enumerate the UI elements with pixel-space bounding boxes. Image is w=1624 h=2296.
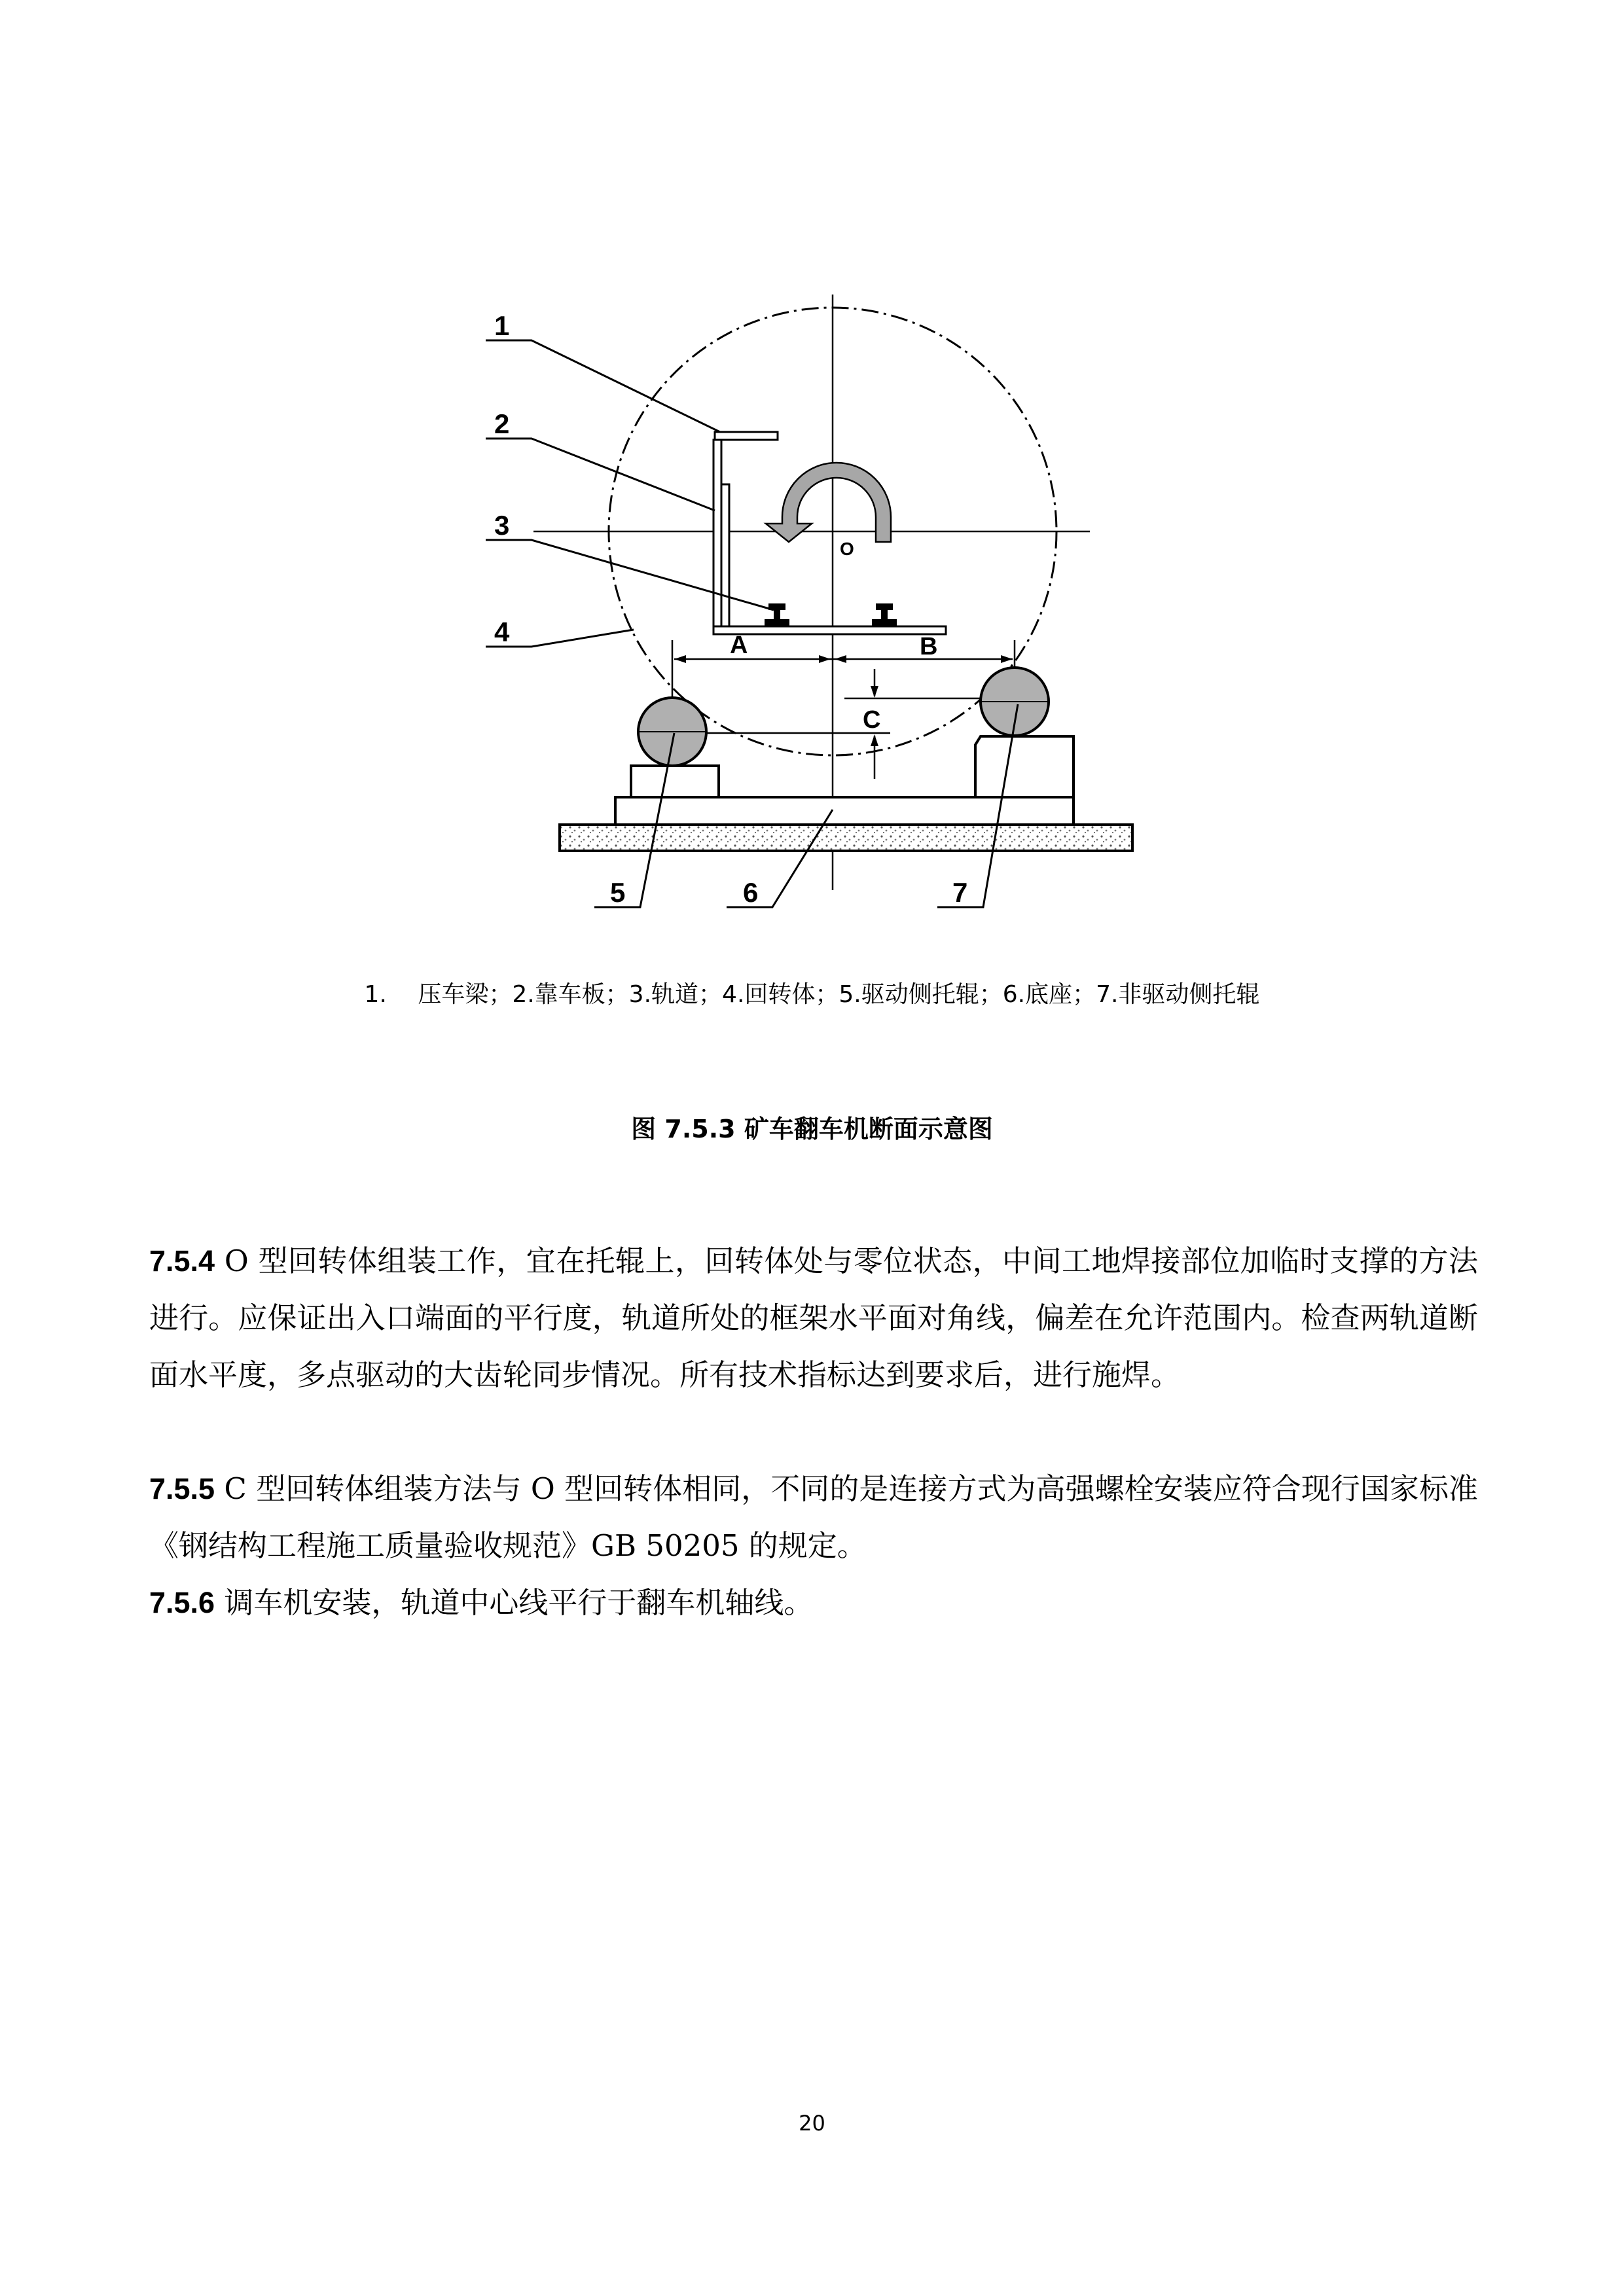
dimension-c [668, 669, 1021, 779]
callout-6: 6 [743, 877, 759, 908]
base-plate [615, 797, 1074, 825]
center-label: O [840, 539, 854, 559]
figure-legend: 1. 压车梁；2.靠车板；3.轨道；4.回转体；5.驱动侧托辊；6.底座；7.非驱动侧托辊 [364, 981, 1260, 1008]
press-car-beam [715, 432, 778, 440]
dimension-label-b: B [920, 633, 938, 660]
callout-2: 2 [494, 408, 510, 439]
foundation [560, 825, 1132, 851]
cross-section-diagram [0, 0, 1624, 956]
callout-1: 1 [494, 310, 510, 341]
section-number: 7.5.5 [149, 1472, 215, 1505]
callout-4: 4 [494, 617, 510, 647]
callout-7: 7 [952, 877, 968, 908]
section-text: O 型回转体组装工作，宜在托辊上，回转体处与零位状态，中间工地焊接部位加临时支撑的方法进行。应保证出入口端面的平行度，轨道所处的框架水平面对角线，偏差在允许范围内。检查两轨道断面水平度，多点驱动的大齿轮同步情况。所有技术指标达到要求后，进行施焊。 [149, 1244, 1478, 1392]
callout-5: 5 [610, 877, 626, 908]
rail-left [765, 603, 789, 626]
rail-right [872, 603, 897, 626]
non-driving-side-roller [975, 668, 1074, 797]
section-number: 7.5.6 [149, 1586, 215, 1619]
section-7-5-6 [149, 1574, 1478, 1631]
car-backing-plate [713, 440, 721, 626]
dimension-label-c: C [863, 706, 881, 734]
rotation-arrow-icon [766, 463, 891, 542]
section-text: C 型回转体组装方法与 O 型回转体相同，不同的是连接方式为高强螺栓安装应符合现行国家标准《钢结构工程施工质量验收规范》GB 50205 的规定。 [149, 1471, 1478, 1563]
section-text: 调车机安装，轨道中心线平行于翻车机轴线。 [215, 1585, 814, 1620]
platform-frame [713, 626, 946, 634]
section-7-5-4 [149, 1232, 1478, 1403]
section-number: 7.5.4 [149, 1244, 215, 1278]
page-number: 20 [799, 2111, 825, 2136]
figure-title: 图 7.5.3 矿车翻车机断面示意图 [631, 1115, 993, 1143]
section-7-5-5 [149, 1460, 1478, 1574]
driving-side-roller [631, 698, 719, 797]
dimension-label-a: A [730, 632, 748, 659]
callout-3: 3 [494, 510, 510, 541]
